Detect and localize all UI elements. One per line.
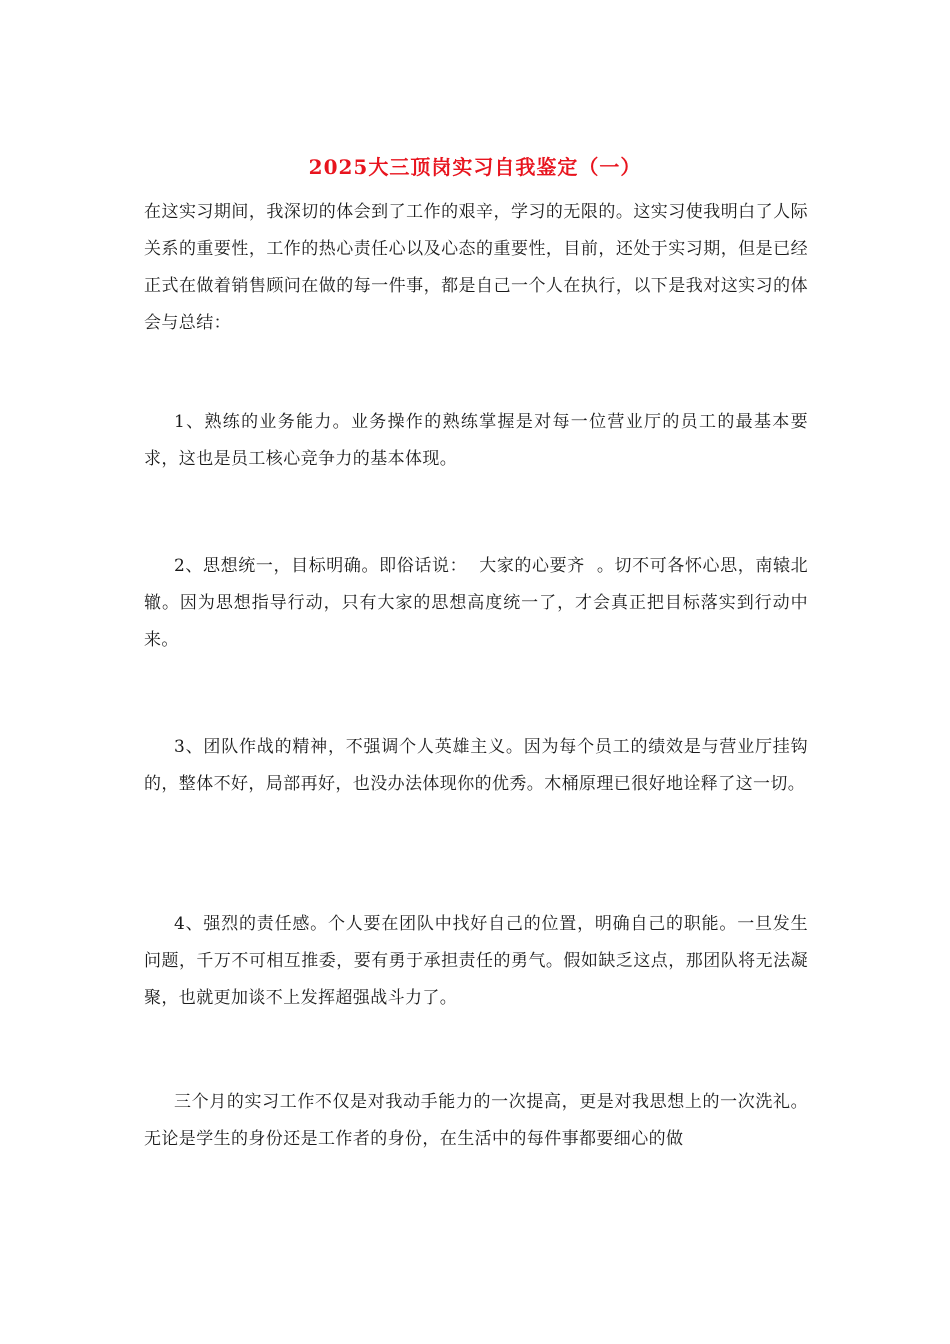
point-paragraph-1: 1、熟练的业务能力。业务操作的熟练掌握是对每一位营业厅的员工的最基本要求，这也是员工核心竞争力的基本体现。 [144,412,808,469]
document-title: 2025大三顶岗实习自我鉴定（一） [308,155,642,179]
point-paragraph-4: 4、强烈的责任感。个人要在团队中找好自己的位置，明确自己的职能。一旦发生问题，千万不可相互推委，要有勇于承担责任的勇气。假如缺乏这点，那团队将无法凝聚，也就更加谈不上发挥超强战斗力了。 [144,914,808,1008]
closing-paragraph: 三个月的实习工作不仅是对我动手能力的一次提高，更是对我思想上的一次洗礼。无论是学生的身份还是工作者的身份，在生活中的每件事都要细心的做 [144,1092,808,1149]
point-paragraph-3: 3、团队作战的精神，不强调个人英雄主义。因为每个员工的绩效是与营业厅挂钩的，整体不好，局部再好，也没办法体现你的优秀。木桶原理已很好地诠释了这一切。 [144,737,808,794]
intro-paragraph: 在这实习期间，我深切的体会到了工作的艰辛，学习的无限的。这实习使我明白了人际关系的重要性，工作的热心责任心以及心态的重要性，目前，还处于实习期，但是已经正式在做着销售顾问在做的每一件事，都是自己一个人在执行，以下是我对这实习的体会与总结： [144,202,808,333]
point-paragraph-2: 2、思想统一，目标明确。即俗话说： 大家的心要齐 。切不可各怀心思，南辕北辙。因为思想指导行动，只有大家的思想高度统一了，才会真正把目标落实到行动中来。 [144,556,808,650]
